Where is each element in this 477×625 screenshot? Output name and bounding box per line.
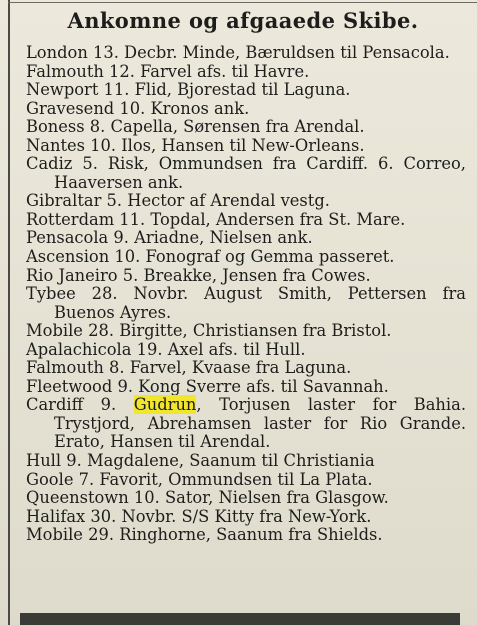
entry-text: Rotterdam 11. Topdal, Andersen fra St. Mare. <box>26 209 406 229</box>
entry-text-after: , Torjusen laster for Bahia. Trystjord, Abrehamsen laster for Rio Grande. Erato, Hansen til Arendal. <box>54 395 467 452</box>
shipping-news-article <box>26 4 466 545</box>
article-heading: Ankomne og afgaaede Skibe. <box>67 8 419 33</box>
list-item <box>26 285 466 322</box>
entry-text: Tybee 28. Novbr. August Smith, Pettersen fra Buenos Ayres. <box>26 284 466 322</box>
entry-text: Gravesend 10. Kronos ank. <box>26 98 250 118</box>
list-item <box>26 341 466 360</box>
entry-text: Mobile 28. Birgitte, Christiansen fra Bristol. <box>26 321 392 341</box>
entry-text: Gibraltar 5. Hector af Arendal vestg. <box>26 191 330 211</box>
list-item <box>26 44 466 63</box>
entry-text: Falmouth 12. Farvel afs. til Havre. <box>26 61 310 81</box>
list-item <box>26 452 466 471</box>
list-item <box>26 155 466 192</box>
entry-text-before: Cardiff 9. <box>26 395 134 415</box>
list-item <box>26 192 466 211</box>
entry-text: Fleetwood 9. Kong Sverre afs. til Savannah. <box>26 376 389 396</box>
list-item <box>26 118 466 137</box>
list-item <box>26 81 466 100</box>
entry-text: Nantes 10. Ilos, Hansen til New-Orleans. <box>26 135 365 155</box>
entry-text: Boness 8. Capella, Sørensen fra Arendal. <box>26 117 365 137</box>
entry-text: Hull 9. Magdalene, Saanum til Christiania <box>26 451 375 471</box>
list-item <box>26 471 466 490</box>
entry-text: Falmouth 8. Farvel, Kvaase fra Laguna. <box>26 358 352 378</box>
list-item <box>26 248 466 267</box>
list-item <box>26 229 466 248</box>
highlighted-search-term: Gudrun <box>133 395 197 415</box>
top-rule <box>8 2 477 3</box>
list-item <box>26 378 466 397</box>
list-item <box>26 508 466 527</box>
list-item <box>26 489 466 508</box>
entry-text: Mobile 29. Ringhorne, Saanum fra Shields. <box>26 525 383 545</box>
entry-text: Ascension 10. Fonograf og Gemma passeret. <box>26 247 395 267</box>
entry-text: London 13. Decbr. Minde, Bæruldsen til Pensacola. <box>26 43 450 62</box>
column-rule <box>8 0 10 625</box>
list-item <box>26 267 466 286</box>
entry-text: Cadiz 5. Risk, Ommundsen fra Cardiff. 6. Correo, Haaversen ank. <box>26 154 466 192</box>
list-item <box>26 322 466 341</box>
entry-text: Rio Janeiro 5. Breakke, Jensen fra Cowes. <box>26 265 371 285</box>
list-item <box>26 359 466 378</box>
entry-text: Halifax 30. Novbr. S/S Kitty fra New-York. <box>26 506 372 526</box>
bottom-rule <box>20 613 460 625</box>
list-item <box>26 526 466 545</box>
entry-text: Pensacola 9. Ariadne, Nielsen ank. <box>26 228 313 248</box>
list-item <box>26 63 466 82</box>
list-item <box>26 137 466 156</box>
entry-text: Goole 7. Favorit, Ommundsen til La Plata. <box>26 469 373 489</box>
list-item <box>26 100 466 119</box>
entry-text: Queenstown 10. Sator, Nielsen fra Glasgow. <box>26 488 389 508</box>
entry-text: Newport 11. Flid, Bjorestad til Laguna. <box>26 80 351 100</box>
list-item <box>26 211 466 230</box>
entry-text: Apalachicola 19. Axel afs. til Hull. <box>26 339 306 359</box>
list-item-highlighted <box>26 396 466 452</box>
